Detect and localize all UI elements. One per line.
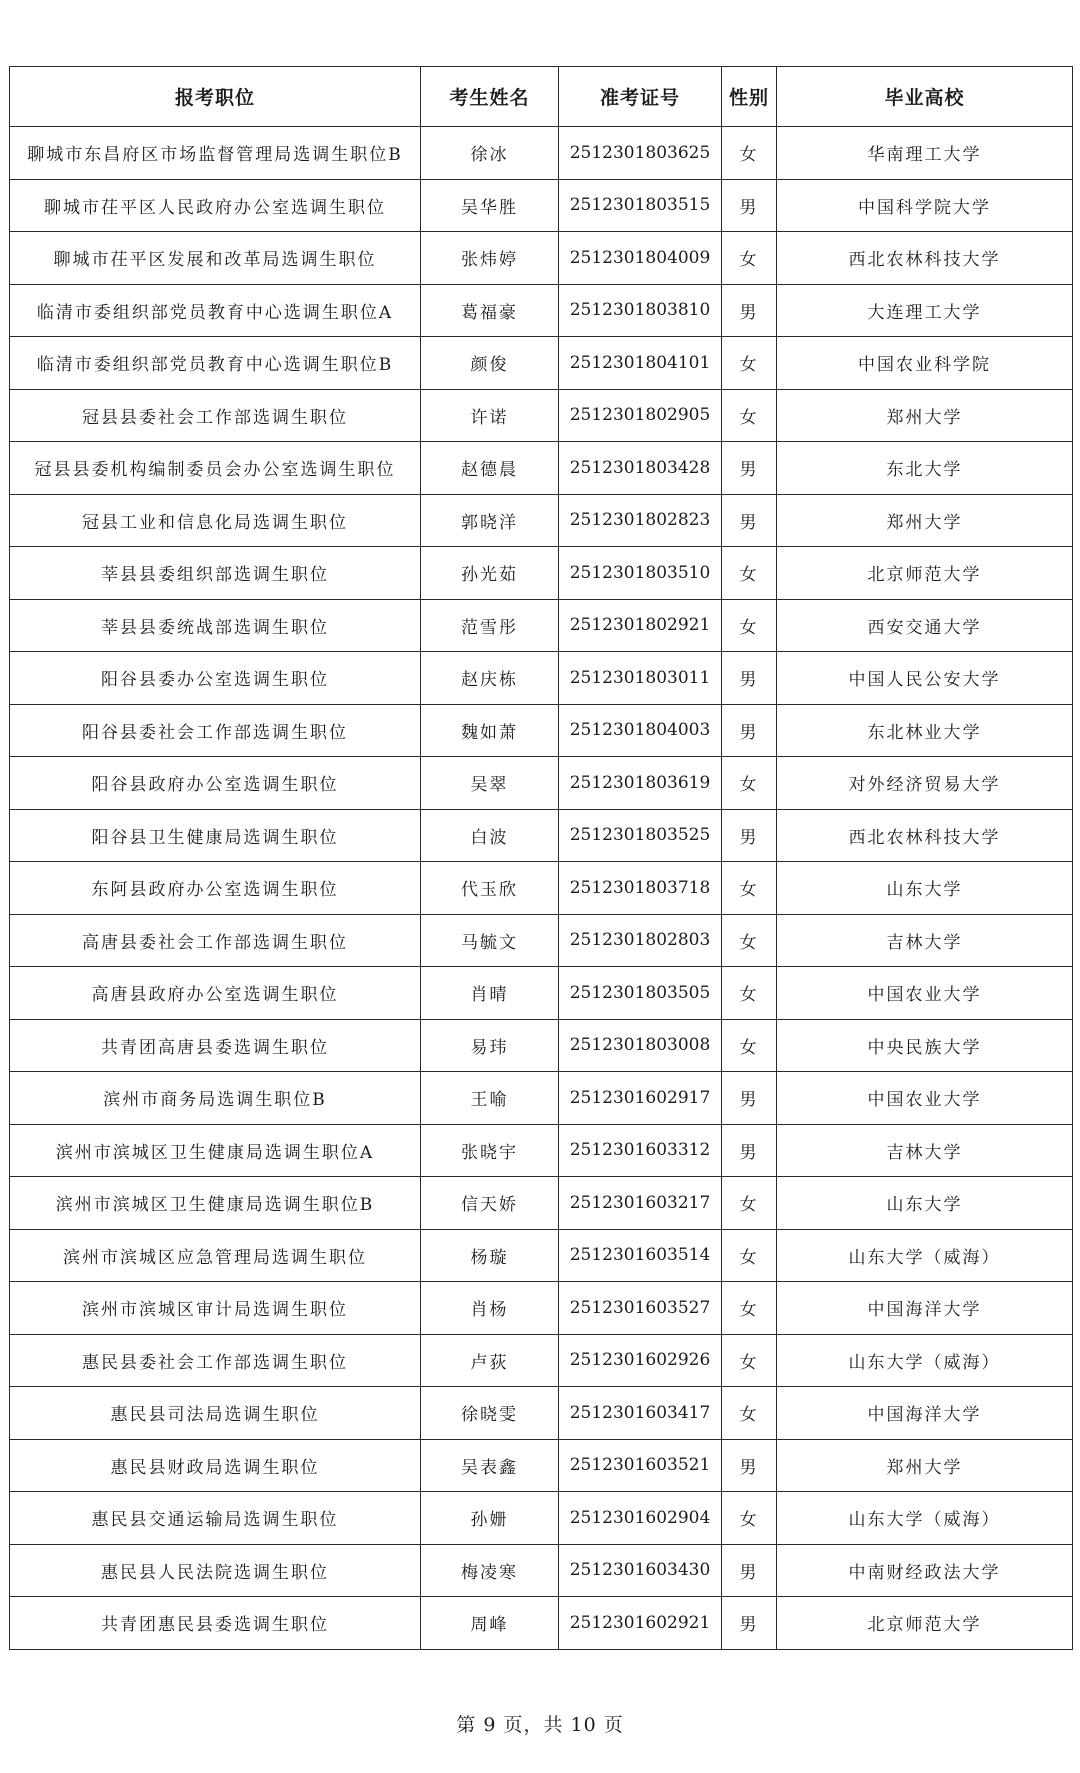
cell-position: 聊城市东昌府区市场监督管理局选调生职位B (10, 127, 421, 180)
cell-ticket: 2512301602917 (559, 1072, 722, 1125)
cell-position: 共青团惠民县委选调生职位 (10, 1597, 421, 1650)
cell-gender: 男 (722, 1597, 777, 1650)
header-gender: 性别 (722, 67, 777, 127)
table-row (10, 862, 1073, 915)
cell-gender: 女 (722, 1177, 777, 1230)
cell-name: 葛福豪 (421, 284, 559, 337)
cell-gender: 女 (722, 547, 777, 600)
cell-ticket: 2512301803505 (559, 967, 722, 1020)
table-row (10, 1544, 1073, 1597)
cell-ticket: 2512301602926 (559, 1334, 722, 1387)
table-row (10, 389, 1073, 442)
cell-name: 杨璇 (421, 1229, 559, 1282)
cell-school: 中国海洋大学 (777, 1387, 1073, 1440)
table-row (10, 1387, 1073, 1440)
table-row (10, 1072, 1073, 1125)
cell-ticket: 2512301603217 (559, 1177, 722, 1230)
cell-position: 高唐县政府办公室选调生职位 (10, 967, 421, 1020)
cell-gender: 男 (722, 179, 777, 232)
table-body (10, 127, 1073, 1650)
cell-school: 中国农业大学 (777, 967, 1073, 1020)
cell-name: 徐晓雯 (421, 1387, 559, 1440)
cell-position: 聊城市茌平区人民政府办公室选调生职位 (10, 179, 421, 232)
cell-school: 山东大学 (777, 862, 1073, 915)
cell-school: 郑州大学 (777, 1439, 1073, 1492)
cell-school: 中国农业科学院 (777, 337, 1073, 390)
cell-position: 阳谷县委办公室选调生职位 (10, 652, 421, 705)
cell-gender: 男 (722, 704, 777, 757)
table-row (10, 1229, 1073, 1282)
cell-name: 信天娇 (421, 1177, 559, 1230)
cell-name: 周峰 (421, 1597, 559, 1650)
table-row (10, 1282, 1073, 1335)
cell-position: 临清市委组织部党员教育中心选调生职位A (10, 284, 421, 337)
table-row (10, 1124, 1073, 1177)
table-row (10, 1334, 1073, 1387)
cell-ticket: 2512301803428 (559, 442, 722, 495)
cell-school: 西安交通大学 (777, 599, 1073, 652)
cell-position: 冠县工业和信息化局选调生职位 (10, 494, 421, 547)
cell-name: 许诺 (421, 389, 559, 442)
cell-name: 郭晓洋 (421, 494, 559, 547)
cell-position: 东阿县政府办公室选调生职位 (10, 862, 421, 915)
cell-position: 共青团高唐县委选调生职位 (10, 1019, 421, 1072)
cell-school: 大连理工大学 (777, 284, 1073, 337)
cell-ticket: 2512301804003 (559, 704, 722, 757)
cell-ticket: 2512301603521 (559, 1439, 722, 1492)
cell-ticket: 2512301803625 (559, 127, 722, 180)
cell-school: 山东大学（威海） (777, 1492, 1073, 1545)
header-position: 报考职位 (10, 67, 421, 127)
cell-position: 莘县县委组织部选调生职位 (10, 547, 421, 600)
table-header-row (10, 67, 1073, 127)
table-row (10, 547, 1073, 600)
cell-school: 西北农林科技大学 (777, 232, 1073, 285)
cell-name: 张炜婷 (421, 232, 559, 285)
cell-school: 郑州大学 (777, 389, 1073, 442)
cell-position: 聊城市茌平区发展和改革局选调生职位 (10, 232, 421, 285)
cell-gender: 男 (722, 442, 777, 495)
cell-name: 赵德晨 (421, 442, 559, 495)
cell-gender: 男 (722, 809, 777, 862)
cell-gender: 男 (722, 1072, 777, 1125)
cell-gender: 女 (722, 1387, 777, 1440)
cell-position: 滨州市滨城区卫生健康局选调生职位A (10, 1124, 421, 1177)
cell-position: 阳谷县卫生健康局选调生职位 (10, 809, 421, 862)
cell-ticket: 2512301802803 (559, 914, 722, 967)
cell-ticket: 2512301603417 (559, 1387, 722, 1440)
cell-ticket: 2512301803718 (559, 862, 722, 915)
table-row (10, 127, 1073, 180)
cell-position: 高唐县委社会工作部选调生职位 (10, 914, 421, 967)
cell-position: 阳谷县委社会工作部选调生职位 (10, 704, 421, 757)
cell-school: 中国科学院大学 (777, 179, 1073, 232)
cell-position: 滨州市滨城区审计局选调生职位 (10, 1282, 421, 1335)
cell-gender: 女 (722, 1019, 777, 1072)
header-name: 考生姓名 (421, 67, 559, 127)
cell-school: 吉林大学 (777, 914, 1073, 967)
cell-name: 范雪彤 (421, 599, 559, 652)
cell-position: 惠民县财政局选调生职位 (10, 1439, 421, 1492)
cell-name: 卢荻 (421, 1334, 559, 1387)
table-row (10, 1019, 1073, 1072)
cell-name: 梅凌寒 (421, 1544, 559, 1597)
cell-position: 惠民县交通运输局选调生职位 (10, 1492, 421, 1545)
cell-school: 山东大学 (777, 1177, 1073, 1230)
cell-school: 东北大学 (777, 442, 1073, 495)
cell-gender: 男 (722, 494, 777, 547)
cell-gender: 男 (722, 1124, 777, 1177)
cell-gender: 女 (722, 1334, 777, 1387)
cell-name: 肖杨 (421, 1282, 559, 1335)
cell-position: 滨州市滨城区卫生健康局选调生职位B (10, 1177, 421, 1230)
cell-ticket: 2512301803008 (559, 1019, 722, 1072)
table-row (10, 704, 1073, 757)
cell-school: 华南理工大学 (777, 127, 1073, 180)
cell-ticket: 2512301603430 (559, 1544, 722, 1597)
cell-school: 北京师范大学 (777, 547, 1073, 600)
table-row (10, 284, 1073, 337)
cell-gender: 女 (722, 232, 777, 285)
cell-school: 中国农业大学 (777, 1072, 1073, 1125)
table-row (10, 337, 1073, 390)
cell-ticket: 2512301802921 (559, 599, 722, 652)
table-row (10, 652, 1073, 705)
cell-gender: 女 (722, 757, 777, 810)
cell-position: 临清市委组织部党员教育中心选调生职位B (10, 337, 421, 390)
cell-name: 王喻 (421, 1072, 559, 1125)
cell-school: 中国海洋大学 (777, 1282, 1073, 1335)
cell-name: 肖晴 (421, 967, 559, 1020)
cell-name: 孙光茹 (421, 547, 559, 600)
table-row (10, 757, 1073, 810)
cell-ticket: 2512301602921 (559, 1597, 722, 1650)
cell-name: 吴翠 (421, 757, 559, 810)
cell-name: 魏如萧 (421, 704, 559, 757)
table-row (10, 967, 1073, 1020)
table-row (10, 1439, 1073, 1492)
cell-gender: 女 (722, 914, 777, 967)
cell-school: 山东大学（威海） (777, 1229, 1073, 1282)
table-row (10, 1492, 1073, 1545)
cell-position: 滨州市滨城区应急管理局选调生职位 (10, 1229, 421, 1282)
cell-name: 赵庆栋 (421, 652, 559, 705)
cell-ticket: 2512301803510 (559, 547, 722, 600)
cell-ticket: 2512301804101 (559, 337, 722, 390)
table-row (10, 1597, 1073, 1650)
cell-gender: 女 (722, 599, 777, 652)
cell-gender: 女 (722, 337, 777, 390)
header-school: 毕业高校 (777, 67, 1073, 127)
cell-name: 张晓宇 (421, 1124, 559, 1177)
cell-ticket: 2512301803810 (559, 284, 722, 337)
cell-position: 冠县县委社会工作部选调生职位 (10, 389, 421, 442)
cell-position: 滨州市商务局选调生职位B (10, 1072, 421, 1125)
cell-school: 中央民族大学 (777, 1019, 1073, 1072)
cell-name: 吴华胜 (421, 179, 559, 232)
table-row (10, 1177, 1073, 1230)
cell-gender: 男 (722, 1439, 777, 1492)
cell-name: 马毓文 (421, 914, 559, 967)
cell-name: 吴表鑫 (421, 1439, 559, 1492)
cell-ticket: 2512301803011 (559, 652, 722, 705)
header-ticket: 准考证号 (559, 67, 722, 127)
cell-ticket: 2512301802823 (559, 494, 722, 547)
cell-school: 东北林业大学 (777, 704, 1073, 757)
cell-position: 惠民县人民法院选调生职位 (10, 1544, 421, 1597)
cell-position: 莘县县委统战部选调生职位 (10, 599, 421, 652)
table-row (10, 442, 1073, 495)
cell-ticket: 2512301603312 (559, 1124, 722, 1177)
cell-school: 吉林大学 (777, 1124, 1073, 1177)
cell-ticket: 2512301603527 (559, 1282, 722, 1335)
cell-name: 颜俊 (421, 337, 559, 390)
cell-position: 惠民县司法局选调生职位 (10, 1387, 421, 1440)
cell-name: 代玉欣 (421, 862, 559, 915)
table-row (10, 914, 1073, 967)
cell-gender: 女 (722, 862, 777, 915)
cell-gender: 女 (722, 1492, 777, 1545)
cell-ticket: 2512301803515 (559, 179, 722, 232)
page-number: 第 9 页，共 10 页 (456, 1714, 624, 1736)
candidate-table (9, 66, 1073, 1650)
cell-gender: 女 (722, 1229, 777, 1282)
cell-school: 对外经济贸易大学 (777, 757, 1073, 810)
cell-gender: 女 (722, 967, 777, 1020)
cell-ticket: 2512301803525 (559, 809, 722, 862)
cell-name: 孙姗 (421, 1492, 559, 1545)
cell-ticket: 2512301804009 (559, 232, 722, 285)
cell-ticket: 2512301802905 (559, 389, 722, 442)
cell-position: 惠民县委社会工作部选调生职位 (10, 1334, 421, 1387)
cell-gender: 男 (722, 652, 777, 705)
table-row (10, 494, 1073, 547)
cell-name: 易玮 (421, 1019, 559, 1072)
table-row (10, 809, 1073, 862)
cell-gender: 女 (722, 127, 777, 180)
cell-position: 冠县县委机构编制委员会办公室选调生职位 (10, 442, 421, 495)
table-row (10, 599, 1073, 652)
cell-gender: 男 (722, 284, 777, 337)
cell-ticket: 2512301602904 (559, 1492, 722, 1545)
cell-gender: 男 (722, 1544, 777, 1597)
cell-ticket: 2512301603514 (559, 1229, 722, 1282)
table-row (10, 179, 1073, 232)
cell-school: 郑州大学 (777, 494, 1073, 547)
cell-gender: 女 (722, 1282, 777, 1335)
cell-name: 徐冰 (421, 127, 559, 180)
cell-ticket: 2512301803619 (559, 757, 722, 810)
cell-gender: 女 (722, 389, 777, 442)
cell-school: 西北农林科技大学 (777, 809, 1073, 862)
table-row (10, 232, 1073, 285)
cell-school: 中南财经政法大学 (777, 1544, 1073, 1597)
cell-name: 白波 (421, 809, 559, 862)
cell-school: 北京师范大学 (777, 1597, 1073, 1650)
cell-school: 山东大学（威海） (777, 1334, 1073, 1387)
cell-school: 中国人民公安大学 (777, 652, 1073, 705)
cell-position: 阳谷县政府办公室选调生职位 (10, 757, 421, 810)
